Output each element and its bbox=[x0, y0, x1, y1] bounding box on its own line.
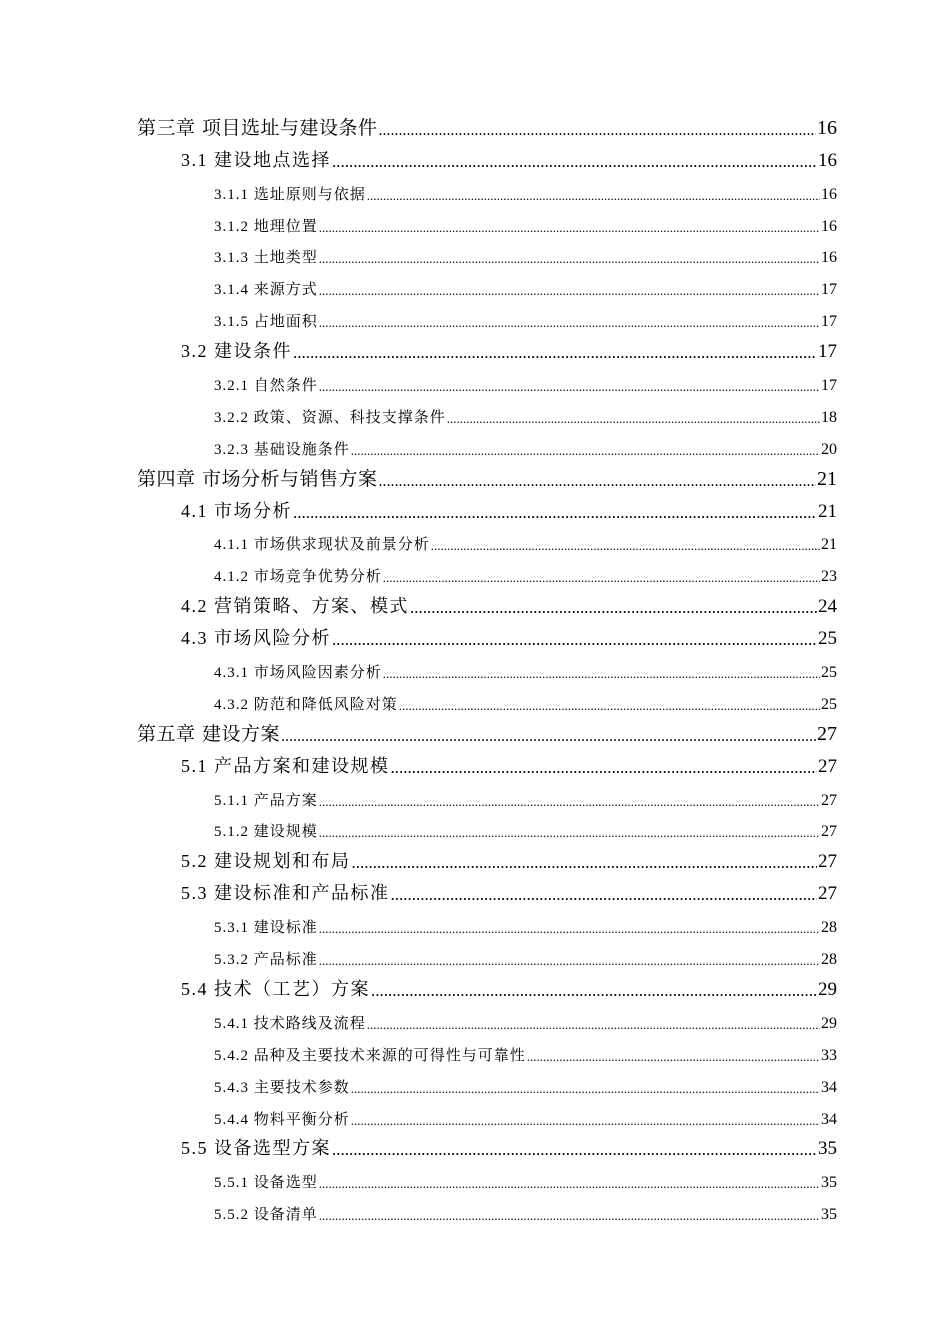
toc-entry[interactable] bbox=[0, 208, 837, 240]
toc-entry-title: 3.1.1 选址原则与依据 bbox=[214, 186, 366, 203]
toc-page-number: 21 bbox=[818, 500, 837, 522]
toc-page-number: 35 bbox=[818, 1138, 837, 1160]
toc-dot-leader bbox=[319, 825, 820, 841]
toc-entry-title: 4.3 市场风险分析 bbox=[181, 628, 331, 649]
toc-dot-leader bbox=[371, 981, 817, 1001]
toc-entry[interactable] bbox=[0, 431, 837, 463]
toc-entry[interactable] bbox=[0, 845, 837, 877]
toc-page-number: 25 bbox=[821, 664, 837, 682]
toc-entry[interactable] bbox=[0, 1196, 837, 1228]
toc-dot-leader bbox=[319, 379, 820, 395]
table-of-contents bbox=[0, 112, 950, 1228]
toc-entry-title: 第四章 市场分析与销售方案 bbox=[137, 467, 378, 490]
toc-dot-leader bbox=[431, 538, 820, 554]
toc-entry[interactable] bbox=[0, 814, 837, 846]
toc-entry-title: 4.3.2 防范和降低风险对策 bbox=[214, 696, 398, 713]
toc-entry[interactable] bbox=[0, 782, 837, 814]
toc-page-number: 16 bbox=[821, 249, 837, 267]
toc-entry-title: 3.2 建设条件 bbox=[181, 341, 292, 362]
toc-entry[interactable] bbox=[0, 654, 837, 686]
toc-dot-leader bbox=[319, 1176, 820, 1192]
toc-dot-leader bbox=[379, 122, 816, 140]
toc-entry[interactable] bbox=[0, 877, 837, 909]
toc-entry-title: 4.1.1 市场供求现状及前景分析 bbox=[214, 537, 430, 554]
toc-entry[interactable] bbox=[0, 590, 837, 622]
toc-entry-title: 5.4 技术（工艺）方案 bbox=[181, 978, 370, 999]
toc-entry-title: 5.3.2 产品标准 bbox=[214, 952, 318, 969]
toc-page-number: 27 bbox=[818, 851, 837, 873]
toc-page-number: 18 bbox=[821, 408, 837, 426]
toc-dot-leader bbox=[332, 1140, 817, 1160]
toc-entry[interactable] bbox=[0, 973, 837, 1005]
toc-page-number: 23 bbox=[821, 568, 837, 586]
toc-dot-leader bbox=[332, 152, 817, 172]
toc-entry-title: 5.4.3 主要技术参数 bbox=[214, 1079, 350, 1096]
toc-entry-title: 3.1.5 占地面积 bbox=[214, 314, 318, 331]
toc-dot-leader bbox=[293, 503, 817, 523]
toc-entry[interactable] bbox=[0, 463, 837, 495]
toc-entry-title: 5.2 建设规划和布局 bbox=[181, 851, 351, 872]
toc-page-number: 29 bbox=[818, 978, 837, 1000]
toc-entry-title: 3.2.1 自然条件 bbox=[214, 378, 318, 395]
toc-entry[interactable] bbox=[0, 718, 837, 750]
toc-page-number: 34 bbox=[821, 1078, 837, 1096]
toc-page-number: 27 bbox=[818, 883, 837, 905]
toc-page-number: 33 bbox=[821, 1046, 837, 1064]
toc-dot-leader bbox=[351, 1113, 820, 1129]
toc-entry[interactable] bbox=[0, 1037, 837, 1069]
toc-entry-title: 5.4.2 品种及主要技术来源的可得性与可靠性 bbox=[214, 1047, 526, 1064]
toc-dot-leader bbox=[293, 343, 817, 363]
toc-page-number: 16 bbox=[817, 116, 837, 139]
toc-dot-leader bbox=[319, 794, 820, 810]
toc-dot-leader bbox=[319, 921, 820, 937]
toc-entry-title: 3.1.4 来源方式 bbox=[214, 282, 318, 299]
toc-entry[interactable] bbox=[0, 622, 837, 654]
toc-entry-title: 3.2.3 基础设施条件 bbox=[214, 441, 350, 458]
toc-page-number: 17 bbox=[818, 341, 837, 363]
toc-entry-title: 5.1 产品方案和建设规模 bbox=[181, 755, 390, 776]
toc-entry[interactable] bbox=[0, 1133, 837, 1165]
toc-entry[interactable] bbox=[0, 176, 837, 208]
toc-page-number: 21 bbox=[817, 467, 837, 490]
toc-page-number: 28 bbox=[821, 919, 837, 937]
toc-dot-leader bbox=[367, 188, 820, 204]
toc-entry[interactable] bbox=[0, 303, 837, 335]
toc-entry[interactable] bbox=[0, 1005, 837, 1037]
toc-entry[interactable] bbox=[0, 686, 837, 718]
toc-entry-title: 4.1.2 市场竞争优势分析 bbox=[214, 569, 382, 586]
toc-dot-leader bbox=[391, 885, 818, 905]
toc-entry[interactable] bbox=[0, 558, 837, 590]
toc-page-number: 16 bbox=[818, 149, 837, 171]
toc-page-number: 24 bbox=[818, 596, 837, 618]
toc-dot-leader bbox=[351, 443, 820, 459]
toc-dot-leader bbox=[527, 1049, 820, 1065]
toc-page-number: 29 bbox=[821, 1014, 837, 1032]
toc-entry-title: 3.2.2 政策、资源、科技支撑条件 bbox=[214, 409, 446, 426]
toc-page-number: 20 bbox=[821, 440, 837, 458]
toc-entry-title: 5.1.2 建设规模 bbox=[214, 824, 318, 841]
toc-dot-leader bbox=[319, 1208, 820, 1224]
toc-entry[interactable] bbox=[0, 750, 837, 782]
toc-dot-leader bbox=[379, 473, 816, 491]
toc-page-number: 35 bbox=[821, 1206, 837, 1224]
toc-page-number: 17 bbox=[821, 377, 837, 395]
toc-entry-title: 5.5.2 设备清单 bbox=[214, 1207, 318, 1224]
toc-entry[interactable] bbox=[0, 144, 837, 176]
toc-entry[interactable] bbox=[0, 1164, 837, 1196]
toc-entry[interactable] bbox=[0, 240, 837, 272]
toc-dot-leader bbox=[281, 728, 816, 746]
toc-entry-title: 5.5.1 设备选型 bbox=[214, 1175, 318, 1192]
toc-entry-title: 第五章 建设方案 bbox=[137, 722, 281, 745]
toc-dot-leader bbox=[383, 666, 820, 682]
toc-dot-leader bbox=[319, 220, 820, 236]
toc-entry[interactable] bbox=[0, 335, 837, 367]
toc-entry-title: 3.1.3 土地类型 bbox=[214, 250, 318, 267]
toc-page-number: 34 bbox=[821, 1110, 837, 1128]
toc-dot-leader bbox=[410, 598, 817, 618]
toc-entry[interactable] bbox=[0, 1069, 837, 1101]
toc-entry[interactable] bbox=[0, 909, 837, 941]
toc-dot-leader bbox=[447, 411, 820, 427]
toc-entry[interactable] bbox=[0, 399, 837, 431]
toc-entry-title: 5.3 建设标准和产品标准 bbox=[181, 883, 390, 904]
toc-page-number: 16 bbox=[821, 217, 837, 235]
toc-entry[interactable] bbox=[0, 1101, 837, 1133]
toc-page-number: 35 bbox=[821, 1174, 837, 1192]
toc-dot-leader bbox=[319, 953, 820, 969]
toc-page-number: 21 bbox=[821, 536, 837, 554]
toc-dot-leader bbox=[319, 251, 820, 267]
toc-dot-leader bbox=[367, 1017, 820, 1033]
toc-dot-leader bbox=[332, 630, 817, 650]
toc-page-number: 25 bbox=[821, 695, 837, 713]
toc-page-number: 27 bbox=[818, 755, 837, 777]
toc-entry-title: 5.3.1 建设标准 bbox=[214, 920, 318, 937]
toc-entry-title: 5.5 设备选型方案 bbox=[181, 1138, 331, 1159]
toc-entry-title: 第三章 项目选址与建设条件 bbox=[137, 116, 378, 139]
toc-entry-title: 5.1.1 产品方案 bbox=[214, 792, 318, 809]
toc-entry[interactable] bbox=[0, 271, 837, 303]
toc-entry-title: 4.3.1 市场风险因素分析 bbox=[214, 665, 382, 682]
toc-page-number: 28 bbox=[821, 951, 837, 969]
toc-entry-title: 3.1 建设地点选择 bbox=[181, 149, 331, 170]
toc-dot-leader bbox=[319, 283, 820, 299]
toc-entry[interactable] bbox=[0, 495, 837, 527]
toc-page-number: 27 bbox=[821, 791, 837, 809]
toc-entry[interactable] bbox=[0, 112, 837, 144]
toc-dot-leader bbox=[383, 570, 820, 586]
toc-page-number: 27 bbox=[817, 722, 837, 745]
toc-dot-leader bbox=[399, 698, 820, 714]
toc-dot-leader bbox=[391, 758, 818, 778]
toc-entry-title: 3.1.2 地理位置 bbox=[214, 218, 318, 235]
toc-entry-title: 4.1 市场分析 bbox=[181, 500, 292, 521]
toc-dot-leader bbox=[319, 315, 820, 331]
toc-page-number: 16 bbox=[821, 185, 837, 203]
toc-entry[interactable] bbox=[0, 527, 837, 559]
toc-dot-leader bbox=[352, 853, 818, 873]
toc-entry-title: 4.2 营销策略、方案、模式 bbox=[181, 596, 409, 617]
toc-entry[interactable] bbox=[0, 941, 837, 973]
toc-page-number: 17 bbox=[821, 281, 837, 299]
toc-page-number: 25 bbox=[818, 628, 837, 650]
toc-dot-leader bbox=[351, 1081, 820, 1097]
toc-entry-title: 5.4.4 物料平衡分析 bbox=[214, 1111, 350, 1128]
toc-entry[interactable] bbox=[0, 367, 837, 399]
toc-entry-title: 5.4.1 技术路线及流程 bbox=[214, 1015, 366, 1032]
toc-page-number: 17 bbox=[821, 313, 837, 331]
toc-page-number: 27 bbox=[821, 823, 837, 841]
